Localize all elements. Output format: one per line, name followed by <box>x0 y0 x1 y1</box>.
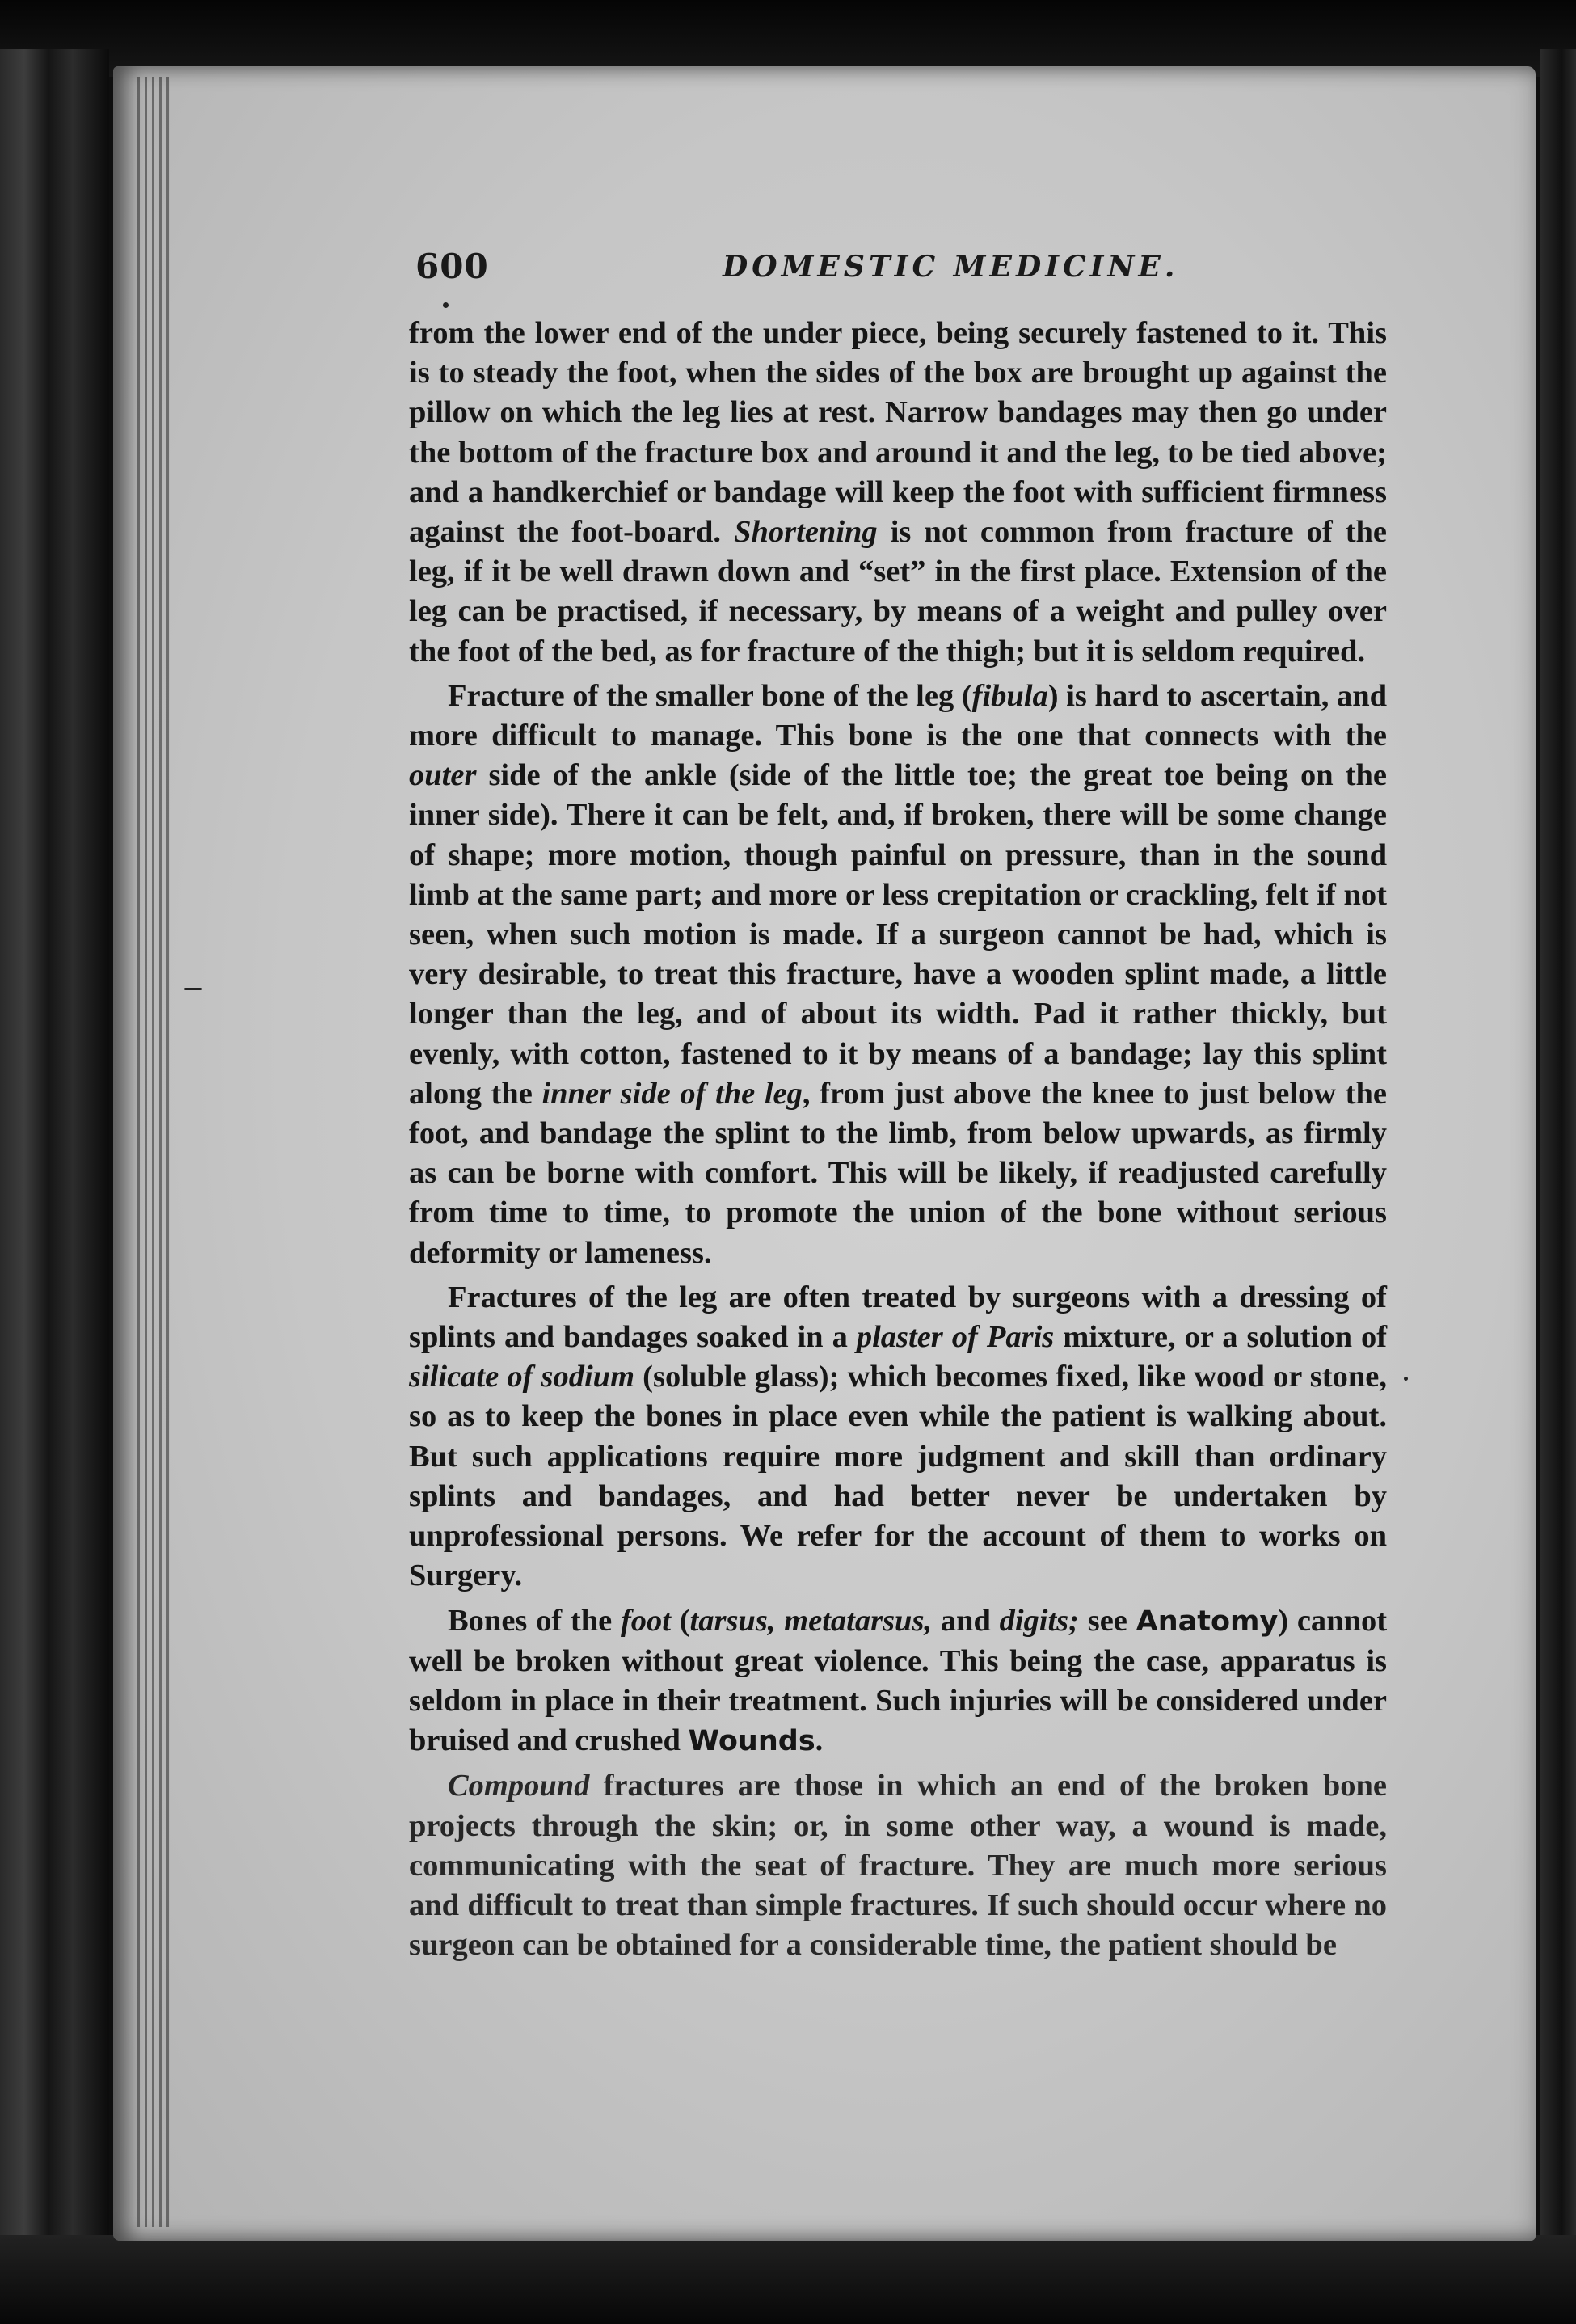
text-run: and <box>940 1603 991 1638</box>
italic-term: Compound <box>448 1769 590 1803</box>
text-run: fractures are those in which an end of the broken bone projects through the skin; or, in some other way, a wound is made, communicating with the seat of fracture. They are much more serious and difficult to treat than simple fractures. If such should occur where no surgeon can be obtained for a considerable time, the patient should be <box>409 1769 1387 1963</box>
cross-reference: Anatomy <box>1136 1605 1279 1638</box>
italic-term: silicate of sodium <box>409 1360 635 1394</box>
paragraph-5 <box>409 1766 1387 1965</box>
text-run: side of the ankle (side of the little toe; the great toe being on the inner side). There it can be felt, and, if broken, there will be some change of shape; more motion, though painful on pressure, than in the sound limb at the same part; and more or less crepitation or crackling, felt if not seen, when such motion is made. If a surgeon cannot be had, which is very desirable, to treat this fracture, have a wooden splint made, a little longer than the leg, and of about its width. Pad it rather thickly, but evenly, with cotton, fastened to it by means of a bandage; lay this splint along the <box>409 758 1388 1111</box>
cross-reference: Wounds <box>688 1725 815 1758</box>
text-run: . <box>815 1723 824 1758</box>
paragraph-1 <box>409 314 1387 672</box>
paragraph-4 <box>409 1601 1387 1762</box>
film-bottom-border <box>0 2235 1576 2324</box>
text-run: see <box>1087 1603 1127 1638</box>
text-run: ) is hard to ascertain, and more difficult to manage. This bone is the one that connects with the <box>409 678 1388 753</box>
film-top-border <box>0 0 1576 77</box>
italic-term: tarsus, metatarsus, <box>689 1603 933 1638</box>
page-header <box>415 247 1389 295</box>
text-run: , from just above the knee to just below the foot, and bandage the splint to the limb, from below upwards, as firmly as can be borne with comfort. This will be likely, if readjusted carefully from time to time, to promote the union of the bone without serious deformity or lameness. <box>409 1076 1387 1270</box>
paragraph-3 <box>409 1278 1387 1596</box>
italic-term: fibula <box>971 678 1048 713</box>
text-run: Fractures of the leg are often treated by surgeons with a dressing of splints and bandages soaked in a <box>409 1280 1387 1355</box>
italic-term: plaster of Paris <box>856 1320 1055 1355</box>
film-left-border <box>0 49 109 2324</box>
text-run: is not common from fracture of the leg, if it be well drawn down and “set” in the first place. Extension of the leg can be practised, if necessary, by means of a weight and pulley over the foot of the bed, as for fracture of the thigh; but it is seldom required. <box>409 515 1388 669</box>
italic-term: Shortening <box>734 515 878 550</box>
text-run: Bones of the <box>448 1603 613 1638</box>
page-number: 600 <box>415 247 489 286</box>
text-run: (soluble glass); which becomes fixed, like wood or stone, so as to keep the bones in place even while the patient is walking about. But such applications require more judgment and skill than ordinary splints and bandages, and had better never be undertaken by unprofessional persons. We refer for the account of them to works on Surgery. <box>409 1360 1387 1593</box>
scan-speck <box>184 988 202 990</box>
text-run: mixture, or a solution of <box>1063 1320 1388 1355</box>
text-run: ) cannot well be broken without great violence. This being the case, apparatus is seldom in place in their treatment. Such injuries will be considered under bruised and crushed <box>409 1603 1388 1758</box>
film-right-border <box>1540 49 1576 2324</box>
italic-term: foot <box>620 1603 671 1638</box>
scan-speck <box>443 302 449 308</box>
running-head: DOMESTIC MEDICINE. <box>723 250 1179 284</box>
body-text <box>409 314 1387 1970</box>
italic-term: inner side of the leg <box>541 1076 803 1111</box>
text-run: Fracture of the smaller bone of the leg ( <box>448 678 972 713</box>
text-run: from the lower end of the under piece, being securely fastened to it. This is to steady the foot, when the sides of the box are brought up against the pillow on which the leg lies at rest. Narrow bandages may then go under the bottom of the fracture box and around it and the leg, to be tied above; and a handkerchief or bandage will keep the foot with sufficient firmness against the foot-board. <box>409 316 1387 550</box>
text-run: ( <box>679 1603 690 1638</box>
italic-term: digits; <box>999 1603 1079 1638</box>
scan-speck <box>1404 1377 1408 1381</box>
paragraph-2 <box>409 677 1387 1273</box>
page-gutter-edge <box>137 77 170 2227</box>
italic-term: outer <box>409 758 477 793</box>
